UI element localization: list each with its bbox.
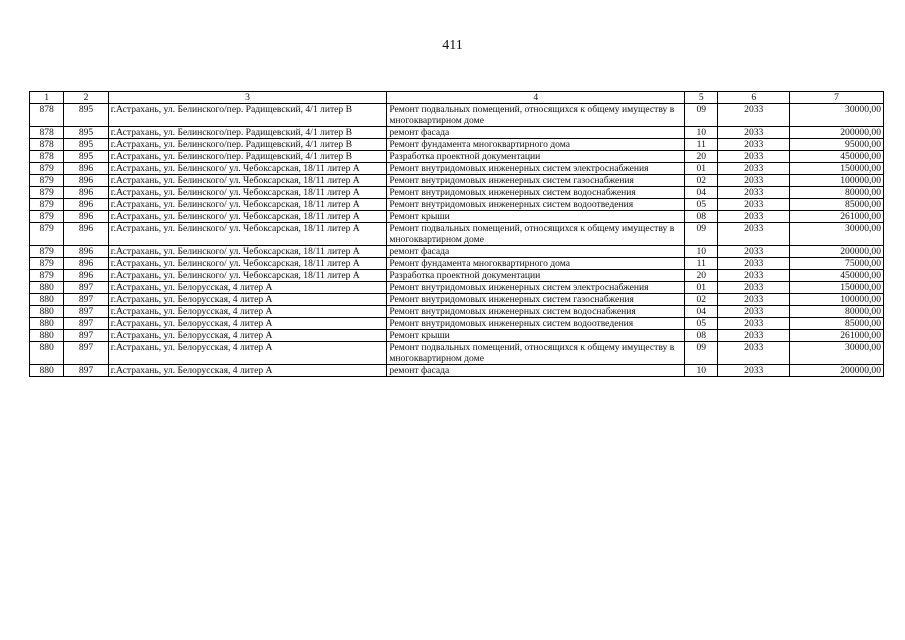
year-cell: 2033	[718, 211, 790, 223]
address-cell: г.Астрахань, ул. Белинского/пер. Радищевский, 4/1 литер В	[108, 127, 387, 139]
address-cell: г.Астрахань, ул. Белорусская, 4 литер А	[108, 365, 387, 377]
work-type-cell: Ремонт подвальных помещений, относящихся к общему имуществу в многоквартирном доме	[387, 342, 685, 365]
address-cell: г.Астрахань, ул. Белорусская, 4 литер А	[108, 330, 387, 342]
house-number-cell: 896	[64, 258, 108, 270]
work-type-cell: Ремонт внутридомовых инженерных систем водоотведения	[387, 199, 685, 211]
work-code-cell: 10	[685, 127, 718, 139]
work-type-cell: Ремонт внутридомовых инженерных систем газоснабжения	[387, 175, 685, 187]
column-header-5: 5	[685, 92, 718, 104]
work-code-cell: 08	[685, 330, 718, 342]
address-cell: г.Астрахань, ул. Белинского/ ул. Чебоксарская, 18/11 литер А	[108, 270, 387, 282]
house-number-cell: 895	[64, 139, 108, 151]
record-number-cell: 879	[30, 270, 64, 282]
address-cell: г.Астрахань, ул. Белинского/ ул. Чебоксарская, 18/11 литер А	[108, 163, 387, 175]
work-type-cell: Ремонт крыши	[387, 330, 685, 342]
table-row	[30, 127, 884, 139]
address-cell: г.Астрахань, ул. Белорусская, 4 литер А	[108, 342, 387, 365]
year-cell: 2033	[718, 282, 790, 294]
address-cell: г.Астрахань, ул. Белинского/ ул. Чебоксарская, 18/11 литер А	[108, 223, 387, 246]
address-cell: г.Астрахань, ул. Белинского/ ул. Чебоксарская, 18/11 литер А	[108, 258, 387, 270]
work-code-cell: 08	[685, 211, 718, 223]
record-number-cell: 880	[30, 365, 64, 377]
cost-cell: 150000,00	[790, 282, 884, 294]
record-number-cell: 879	[30, 258, 64, 270]
work-code-cell: 11	[685, 258, 718, 270]
cost-cell: 261000,00	[790, 330, 884, 342]
work-type-cell: ремонт фасада	[387, 127, 685, 139]
work-code-cell: 04	[685, 187, 718, 199]
table-row	[30, 246, 884, 258]
year-cell: 2033	[718, 199, 790, 211]
address-cell: г.Астрахань, ул. Белинского/пер. Радищевский, 4/1 литер В	[108, 104, 387, 127]
house-number-cell: 897	[64, 342, 108, 365]
table-row	[30, 294, 884, 306]
house-number-cell: 897	[64, 294, 108, 306]
column-header-6: 6	[718, 92, 790, 104]
record-number-cell: 880	[30, 294, 64, 306]
work-code-cell: 11	[685, 139, 718, 151]
work-code-cell: 09	[685, 223, 718, 246]
table-row	[30, 330, 884, 342]
work-code-cell: 20	[685, 270, 718, 282]
record-number-cell: 878	[30, 127, 64, 139]
record-number-cell: 879	[30, 223, 64, 246]
table-header-row	[30, 92, 884, 104]
column-header-4: 4	[387, 92, 685, 104]
year-cell: 2033	[718, 246, 790, 258]
address-cell: г.Астрахань, ул. Белорусская, 4 литер А	[108, 306, 387, 318]
record-number-cell: 878	[30, 104, 64, 127]
work-type-cell: Ремонт фундамента многоквартирного дома	[387, 258, 685, 270]
work-code-cell: 10	[685, 365, 718, 377]
cost-cell: 30000,00	[790, 342, 884, 365]
cost-cell: 30000,00	[790, 223, 884, 246]
record-number-cell: 879	[30, 163, 64, 175]
year-cell: 2033	[718, 330, 790, 342]
house-number-cell: 895	[64, 151, 108, 163]
work-type-cell: ремонт фасада	[387, 365, 685, 377]
work-type-cell: Ремонт подвальных помещений, относящихся к общему имуществу в многоквартирном доме	[387, 223, 685, 246]
house-number-cell: 896	[64, 270, 108, 282]
work-type-cell: Ремонт крыши	[387, 211, 685, 223]
year-cell: 2033	[718, 127, 790, 139]
cost-cell: 100000,00	[790, 294, 884, 306]
address-cell: г.Астрахань, ул. Белинского/ ул. Чебоксарская, 18/11 литер А	[108, 187, 387, 199]
record-number-cell: 879	[30, 211, 64, 223]
work-code-cell: 01	[685, 282, 718, 294]
table-row	[30, 211, 884, 223]
year-cell: 2033	[718, 104, 790, 127]
year-cell: 2033	[718, 258, 790, 270]
year-cell: 2033	[718, 151, 790, 163]
table-row	[30, 175, 884, 187]
work-code-cell: 04	[685, 306, 718, 318]
work-type-cell: Ремонт внутридомовых инженерных систем электроснабжения	[387, 163, 685, 175]
house-number-cell: 897	[64, 330, 108, 342]
work-code-cell: 02	[685, 294, 718, 306]
record-number-cell: 880	[30, 306, 64, 318]
cost-cell: 30000,00	[790, 104, 884, 127]
column-header-7: 7	[790, 92, 884, 104]
cost-cell: 200000,00	[790, 365, 884, 377]
work-type-cell: Ремонт внутридомовых инженерных систем водоснабжения	[387, 187, 685, 199]
page-number: 411	[442, 38, 463, 53]
cost-cell: 85000,00	[790, 199, 884, 211]
cost-cell: 261000,00	[790, 211, 884, 223]
record-number-cell: 878	[30, 151, 64, 163]
year-cell: 2033	[718, 175, 790, 187]
table-row	[30, 270, 884, 282]
column-header-1: 1	[30, 92, 64, 104]
work-type-cell: Ремонт фундамента многоквартирного дома	[387, 139, 685, 151]
record-number-cell: 879	[30, 199, 64, 211]
work-type-cell: Ремонт внутридомовых инженерных систем электроснабжения	[387, 282, 685, 294]
cost-cell: 200000,00	[790, 127, 884, 139]
house-number-cell: 897	[64, 306, 108, 318]
year-cell: 2033	[718, 139, 790, 151]
cost-cell: 95000,00	[790, 139, 884, 151]
column-header-2: 2	[64, 92, 108, 104]
table-row	[30, 282, 884, 294]
address-cell: г.Астрахань, ул. Белинского/пер. Радищевский, 4/1 литер В	[108, 151, 387, 163]
house-number-cell: 896	[64, 187, 108, 199]
cost-cell: 450000,00	[790, 270, 884, 282]
table-row	[30, 199, 884, 211]
address-cell: г.Астрахань, ул. Белинского/ ул. Чебоксарская, 18/11 литер А	[108, 175, 387, 187]
house-number-cell: 896	[64, 223, 108, 246]
table-row	[30, 163, 884, 175]
record-number-cell: 880	[30, 282, 64, 294]
table-row	[30, 342, 884, 365]
work-type-cell: ремонт фасада	[387, 246, 685, 258]
work-type-cell: Ремонт внутридомовых инженерных систем газоснабжения	[387, 294, 685, 306]
table-row	[30, 258, 884, 270]
record-number-cell: 880	[30, 318, 64, 330]
house-number-cell: 896	[64, 246, 108, 258]
table-row	[30, 306, 884, 318]
address-cell: г.Астрахань, ул. Белинского/ ул. Чебоксарская, 18/11 литер А	[108, 211, 387, 223]
cost-cell: 80000,00	[790, 187, 884, 199]
year-cell: 2033	[718, 306, 790, 318]
year-cell: 2033	[718, 270, 790, 282]
table-row	[30, 187, 884, 199]
table-row	[30, 365, 884, 377]
work-type-cell: Ремонт подвальных помещений, относящихся к общему имуществу в многоквартирном доме	[387, 104, 685, 127]
cost-cell: 150000,00	[790, 163, 884, 175]
repair-schedule-table	[29, 91, 884, 377]
year-cell: 2033	[718, 342, 790, 365]
work-code-cell: 05	[685, 199, 718, 211]
address-cell: г.Астрахань, ул. Белинского/пер. Радищевский, 4/1 литер В	[108, 139, 387, 151]
house-number-cell: 896	[64, 211, 108, 223]
year-cell: 2033	[718, 318, 790, 330]
house-number-cell: 895	[64, 104, 108, 127]
record-number-cell: 880	[30, 342, 64, 365]
table-row	[30, 318, 884, 330]
table-row	[30, 104, 884, 127]
record-number-cell: 879	[30, 187, 64, 199]
house-number-cell: 897	[64, 318, 108, 330]
house-number-cell: 896	[64, 163, 108, 175]
cost-cell: 450000,00	[790, 151, 884, 163]
address-cell: г.Астрахань, ул. Белинского/ ул. Чебоксарская, 18/11 литер А	[108, 246, 387, 258]
cost-cell: 80000,00	[790, 306, 884, 318]
address-cell: г.Астрахань, ул. Белорусская, 4 литер А	[108, 318, 387, 330]
work-type-cell: Ремонт внутридомовых инженерных систем водоотведения	[387, 318, 685, 330]
column-header-3: 3	[108, 92, 387, 104]
work-code-cell: 10	[685, 246, 718, 258]
house-number-cell: 896	[64, 199, 108, 211]
address-cell: г.Астрахань, ул. Белорусская, 4 литер А	[108, 282, 387, 294]
work-code-cell: 09	[685, 104, 718, 127]
address-cell: г.Астрахань, ул. Белинского/ ул. Чебоксарская, 18/11 литер А	[108, 199, 387, 211]
work-type-cell: Ремонт внутридомовых инженерных систем водоснабжения	[387, 306, 685, 318]
cost-cell: 75000,00	[790, 258, 884, 270]
year-cell: 2033	[718, 163, 790, 175]
year-cell: 2033	[718, 294, 790, 306]
cost-cell: 85000,00	[790, 318, 884, 330]
table-row	[30, 223, 884, 246]
record-number-cell: 878	[30, 139, 64, 151]
house-number-cell: 897	[64, 365, 108, 377]
work-code-cell: 01	[685, 163, 718, 175]
table-row	[30, 151, 884, 163]
table-row	[30, 139, 884, 151]
year-cell: 2033	[718, 365, 790, 377]
record-number-cell: 879	[30, 246, 64, 258]
house-number-cell: 895	[64, 127, 108, 139]
record-number-cell: 879	[30, 175, 64, 187]
cost-cell: 200000,00	[790, 246, 884, 258]
record-number-cell: 880	[30, 330, 64, 342]
address-cell: г.Астрахань, ул. Белорусская, 4 литер А	[108, 294, 387, 306]
house-number-cell: 896	[64, 175, 108, 187]
work-code-cell: 05	[685, 318, 718, 330]
work-type-cell: Разработка проектной документации	[387, 270, 685, 282]
cost-cell: 100000,00	[790, 175, 884, 187]
work-type-cell: Разработка проектной документации	[387, 151, 685, 163]
house-number-cell: 897	[64, 282, 108, 294]
year-cell: 2033	[718, 187, 790, 199]
work-code-cell: 20	[685, 151, 718, 163]
year-cell: 2033	[718, 223, 790, 246]
work-code-cell: 09	[685, 342, 718, 365]
table-body	[30, 104, 884, 377]
work-code-cell: 02	[685, 175, 718, 187]
